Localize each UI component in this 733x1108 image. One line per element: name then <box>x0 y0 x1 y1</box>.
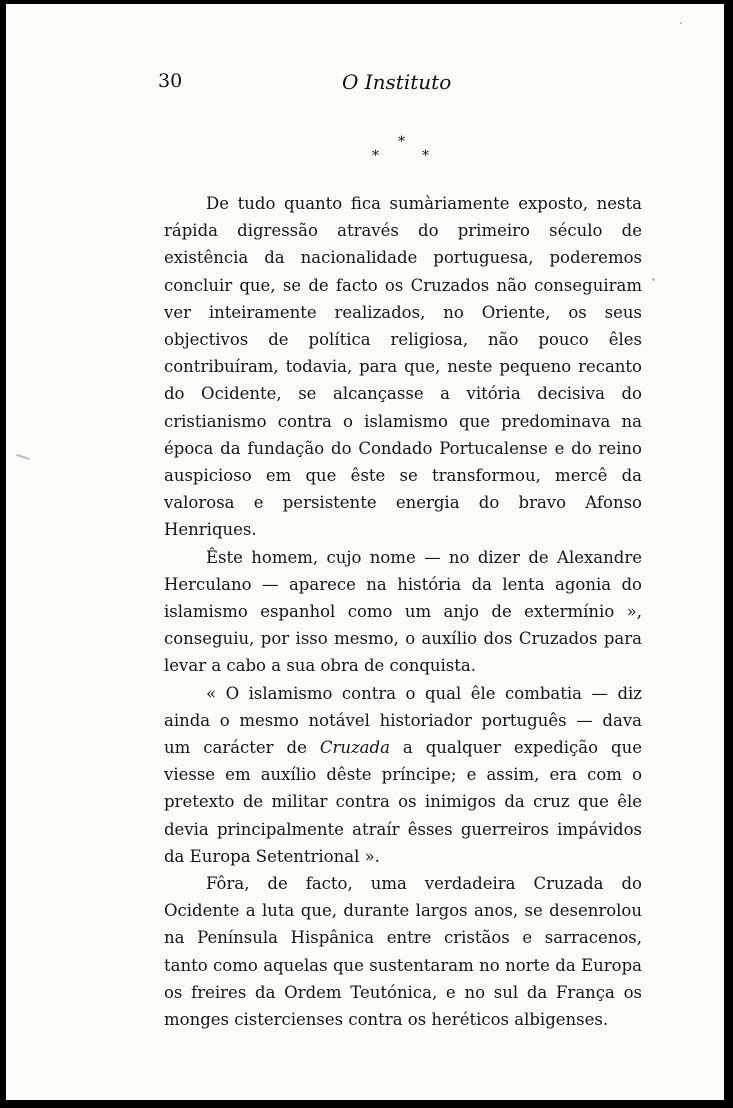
page-number: 30 <box>158 70 183 92</box>
asterisk-right: * <box>422 148 429 164</box>
paragraph-4-text: Fôra, de facto, uma verdadeira Cruzada do Ocidente a luta que, durante largos anos, se desenrolou na Península Hispânica entre cristãos e sarracenos, tanto como aquelas que sustentaram no norte da Europa os freires da Ordem Teutónica, e no sul da França os monges cistercienses contra os heréticos albigenses. <box>164 874 642 1030</box>
paragraph-1-text: De tudo quanto fica sumàriamente exposto, nesta rápida digressão através do primeiro século de existência da nacionalidade portuguesa, poderemos concluir que, se de facto os Cruzados não conseguiram ver inteiramente realizados, no Oriente, os seus objectivos de política religiosa, não pouco êles contribuíram, todavia, para que, neste pequeno recanto do Ocidente, se alcançasse a vitória decisiva do cristianismo contra o islamismo que predominava na época da fundação do Condado Portucalense e do reino auspicioso em que êste se transformou, mercê da valorosa e persistente energia do bravo Afonso Henriques. <box>164 194 642 540</box>
paragraph-4 <box>164 870 642 1033</box>
section-asterism <box>366 134 436 174</box>
paragraph-3-text-end: a qualquer expedição que viesse em auxílio dêste príncipe; e assim, era com o pretexto de militar contra os inimigos da cruz que êle devia principalmente atraír êsses guerreiros impávidos da Europa Setentrional ». <box>164 738 642 866</box>
scan-speck <box>680 22 682 24</box>
body-text <box>164 190 642 1033</box>
paragraph-2-text: Êste homem, cujo nome — no dizer de Alexandre Herculano — aparece na história da lenta agonia do islamismo espanhol como um anjo de extermínio », conseguiu, por isso mesmo, o auxílio dos Cruzados para levar a cabo a sua obra de conquista. <box>164 547 642 676</box>
paragraph-3 <box>164 680 642 870</box>
paragraph-3-emphasis: Cruzada <box>319 738 390 758</box>
page-header <box>6 66 724 96</box>
paragraph-2 <box>164 544 642 680</box>
paragraph-1 <box>164 190 642 544</box>
running-title: O Instituto <box>342 70 452 94</box>
book-page <box>6 4 724 1100</box>
asterisk-top: * <box>398 134 405 150</box>
paragraph-3-text-start: « O islamismo contra o qual êle combatia — diz ainda o mesmo notável historiador português — dava um carácter de <box>164 683 642 758</box>
asterisk-left: * <box>372 148 379 164</box>
scan-speck <box>652 278 655 281</box>
scan-speck <box>16 454 30 460</box>
